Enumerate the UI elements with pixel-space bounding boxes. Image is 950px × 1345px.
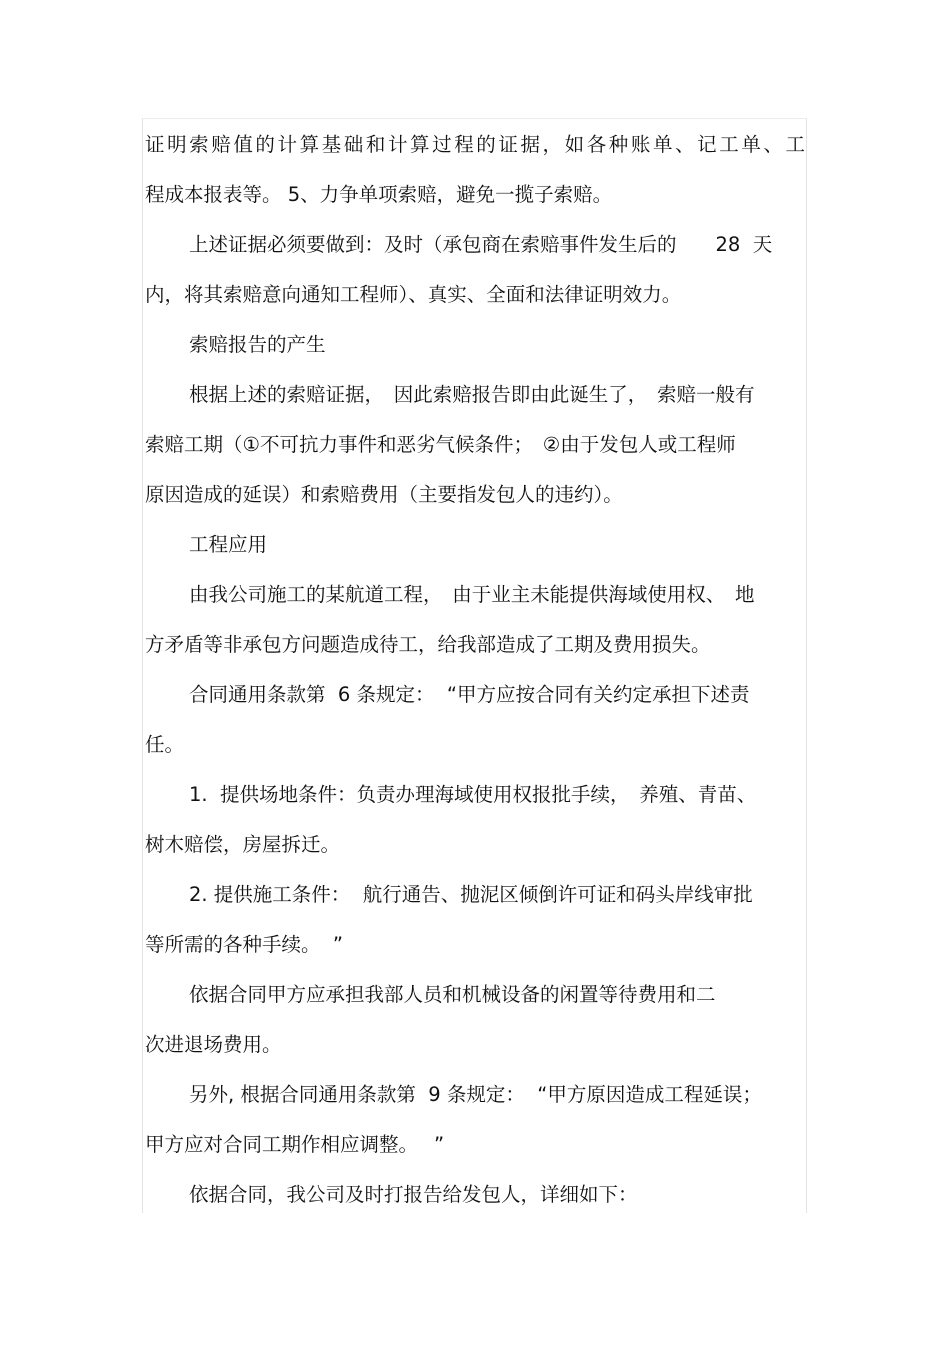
text-line: 程成本报表等。 5、力争单项索赔，避免一揽子索赔。 (145, 183, 613, 206)
text-line: 上述证据必须要做到：及时（承包商在索赔事件发生后的 28 天 (189, 233, 773, 256)
section-heading: 索赔报告的产生 (189, 333, 326, 356)
text-line: 索赔工期（①不可抗力事件和恶劣气候条件； ②由于发包人或工程师 (145, 433, 736, 456)
list-item: 1. 提供场地条件：负责办理海域使用权报批手续， 养殖、青苗、 (189, 783, 757, 806)
text-line: 内，将其索赔意向通知工程师）、真实、全面和法律证明效力。 (145, 283, 682, 306)
document-body (145, 120, 805, 1220)
text-line: 任。 (145, 733, 185, 756)
text-line: 另外, 根据合同通用条款第 9 条规定： “甲方原因造成工程延误； (189, 1083, 762, 1106)
text-line: 等所需的各种手续。 ” (145, 933, 343, 956)
text-line: 根据上述的索赔证据， 因此索赔报告即由此诞生了， 索赔一般有 (189, 383, 755, 406)
text-line: 原因造成的延误）和索赔费用（主要指发包人的违约）。 (145, 483, 623, 506)
section-heading: 工程应用 (189, 533, 268, 556)
text-line: 依据合同甲方应承担我部人员和机械设备的闲置等待费用和二 (189, 983, 716, 1006)
text-line: 树木赔偿，房屋拆迁。 (145, 833, 341, 856)
text-line: 次进退场费用。 (145, 1033, 282, 1056)
list-item: 2. 提供施工条件： 航行通告、抛泥区倾倒许可证和码头岸线审批 (189, 883, 753, 906)
text-line: 证明索赔值的计算基础和计算过程的证据，如各种账单、记工单、工 (145, 133, 805, 156)
text-line: 方矛盾等非承包方问题造成待工，给我部造成了工期及费用损失。 (145, 633, 711, 656)
text-line: 依据合同，我公司及时打报告给发包人，详细如下： (189, 1183, 638, 1206)
text-line: 合同通用条款第 6 条规定： “甲方应按合同有关约定承担下述责 (189, 683, 750, 706)
text-line: 甲方应对合同工期作相应调整。 ” (145, 1133, 445, 1156)
text-line: 由我公司施工的某航道工程， 由于业主未能提供海域使用权、 地 (189, 583, 755, 606)
